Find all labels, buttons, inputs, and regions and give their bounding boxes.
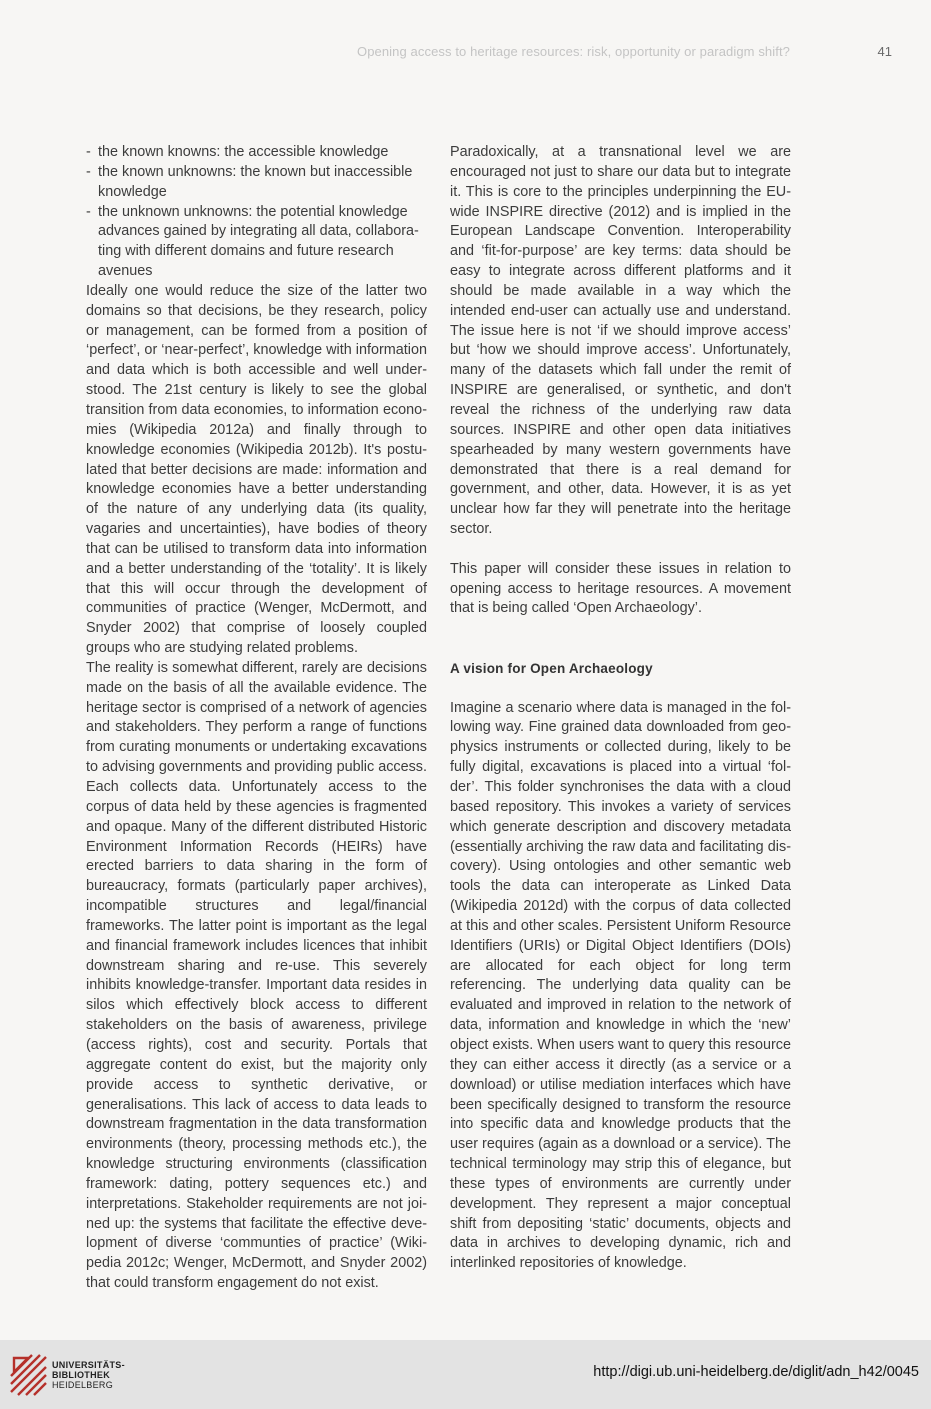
knowledge-list xyxy=(86,143,427,282)
right-column xyxy=(450,143,791,1274)
list-item: - the unknown unknowns: the potential knowledge advances gained by integrating all data, collaborating with different domains and future research avenues xyxy=(86,203,427,282)
body-paragraph: This paper will consider these issues in relation to opening access to heritage resources. A movement that is being called ‘Open Archaeology’. xyxy=(450,560,791,617)
source-url-link[interactable]: http://digi.ub.uni-heidelberg.de/diglit/adn_h42/0045 xyxy=(593,1364,919,1380)
body-paragraph: Imagine a scenario where data is managed in the following way. Fine grained data downloaded from geophysics instruments or collected during, likely to be fully digital, excavations is placed into a virtual ‘folder’. This folder synchronises the data with a cloud based repository. This invokes a variety of services which generate description and discovery metadata (essentially archiving the raw data and facilitating discovery). Using ontologies and other semantic web tools the data can interoperate as Linked Data (Wikipedia 2012d) with the corpus of data collected at this and other scales. Persistent Uniform Resource Identifiers (URIs) or Digital Object Identifiers (DOIs) are allocated for each object for long term referencing. The underlying data quality can be evaluated and improved in relation to the network of data, information and knowledge in which the ‘new’ object exists. When users want to query this resource they can either access it directly (as a service or a download) or utilise mediation interfaces which have been specifically designed to transform the resource into specific data and knowledge products that the user requires (again as a download or a service). The technical terminology may strip this of elegance, but these types of environments are currently under development. They represent a major conceptual shift from depositing ‘static’ documents, objects and data in archives to developing dynamic, rich and interlinked repositories of knowledge. xyxy=(450,699,791,1272)
body-paragraph: Ideally one would reduce the size of the latter two domains so that decisions, be they research, policy or management, can be formed from a position of ‘perfect’, or ‘near-perfect’, knowledge with information and data which is both accessible and well understood. The 21st century is likely to see the global transition from data economies, to information economies (Wikipedia 2012a) and finally through to knowledge economies (Wikipedia 2012b). It's postulated that better decisions are made: information and knowledge economies have a better understanding of the nature of any underlying data (its quality, vagaries and uncertainties), have bodies of theory that can be utilised to transform data into information and a better understanding of the ‘totality’. It is likely that this will occur through the development of communities of practice (Wenger, McDermott, and Snyder 2002) that comprise of loosely coupled groups who are studying related problems. xyxy=(86,282,427,657)
list-item: - the known knowns: the accessible knowledge xyxy=(86,143,427,163)
library-name: UNIVERSITÄTS- BIBLIOTHEK HEIDELBERG xyxy=(52,1360,125,1390)
body-paragraph: The reality is somewhat different, rarely are decisions made on the basis of all the available evidence. The heritage sector is comprised of a network of agencies and stakeholders. They perform a range of functions from curating monuments or undertaking excavations to advising governments and providing public access. Each collects data. Unfortunately access to the corpus of data held by these agencies is fragmented and opaque. Many of the different distributed Historic Environment Information Records (HEIRs) have erected barriers to data sharing in the form of bureaucracy, formats (particularly paper archives), incompatible structures and legal/financial frameworks. The latter point is important as the legal and financial framework includes licences that inhibit downstream sharing and re-use. This severely inhibits knowledge-transfer. Important data resides in silos which effectively block access to different stakeholders on the basis of awareness, privilege (access rights), cost and security. Portals that aggregate content do exist, but the majority only provide access to synthetic derivative, or generalisations. This lack of access to data leads to downstream fragmentation in the data transformation environments (theory, processing methods etc.), the knowledge structuring environments (classification framework: dating, pottery sequences etc.) and interpretations. Stakeholder requirements are not joined up: the systems that facilitate the effective development of diverse ‘communties of practice’ (Wikipedia 2012c; Wenger, McDermott, and Snyder 2002) that could transform engagement do not exist. xyxy=(86,659,427,1292)
footer-bar xyxy=(0,1340,931,1409)
section-heading: A vision for Open Archaeology xyxy=(450,660,653,676)
list-item: - the known unknowns: the known but inaccessible knowledge xyxy=(86,163,427,203)
library-logo-icon xyxy=(8,1352,48,1398)
page-number: 41 xyxy=(877,44,892,59)
running-title: Opening access to heritage resources: risk, opportunity or paradigm shift? xyxy=(356,44,790,59)
body-paragraph: Paradoxically, at a transnational level we are encouraged not just to share our data but to integrate it. This is core to the principles underpinning the EU-wide INSPIRE directive (2012) and is implied in the European Landscape Convention. Interoperability and ‘fit-for-purpose’ are key terms: data should be easy to integrate across different platforms and it should be made available in a way which the intended end-user can actually use and understand. The issue here is not ‘if we should improve access’ but ‘how we should improve access’. Unfortunately, many of the datasets which fall under the remit of INSPIRE are generalised, or synthetic, and don't reveal the richness of the underlying raw data sources. INSPIRE and other open data initiatives spearheaded by many western governments have demonstrated that there is a real demand for government, and other, data. However, it is as yet unclear how far they will penetrate into the heritage sector. xyxy=(450,144,791,538)
left-column xyxy=(86,143,427,1294)
